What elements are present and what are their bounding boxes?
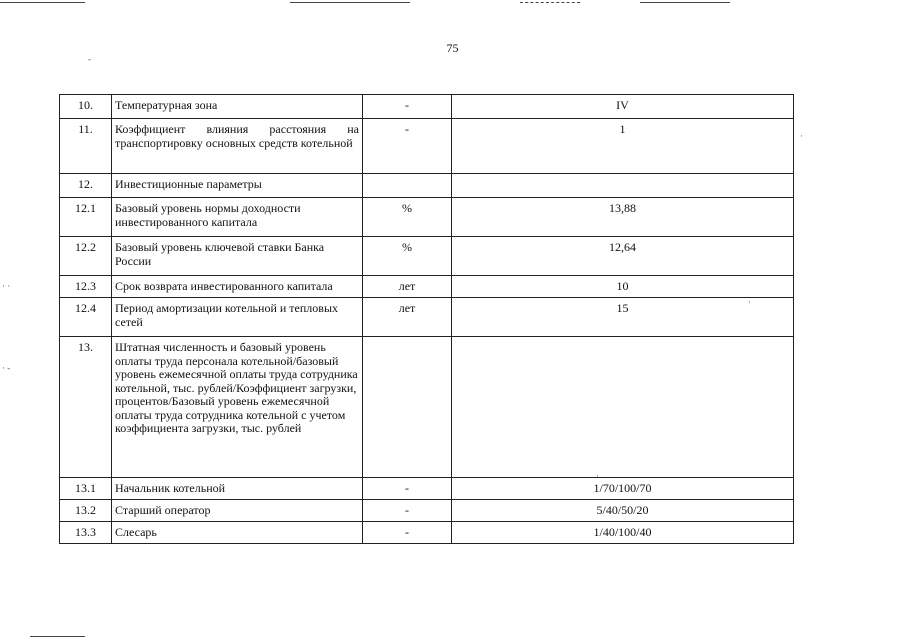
scan-edge-line xyxy=(0,2,85,3)
row-name: Период амортизации котельной и тепловых сетей xyxy=(112,298,363,337)
table-row xyxy=(60,500,794,522)
table-row xyxy=(60,298,794,337)
row-number: 13. xyxy=(60,337,112,478)
scan-speck: · xyxy=(800,131,803,141)
row-name: Срок возврата инвестированного капитала xyxy=(112,276,363,298)
row-number: 12.2 xyxy=(60,237,112,276)
scan-speck: - xyxy=(88,54,91,64)
row-unit: - xyxy=(363,119,452,174)
table-row xyxy=(60,95,794,119)
row-unit: - xyxy=(363,478,452,500)
row-number: 12.3 xyxy=(60,276,112,298)
table-row xyxy=(60,237,794,276)
row-number: 13.3 xyxy=(60,522,112,544)
scan-speck: · - xyxy=(2,363,11,373)
table-row xyxy=(60,522,794,544)
row-unit: - xyxy=(363,500,452,522)
scan-speck: · · xyxy=(2,281,11,291)
row-unit: - xyxy=(363,522,452,544)
row-value: 13,88 xyxy=(452,198,794,237)
row-unit: лет xyxy=(363,276,452,298)
table-row xyxy=(60,174,794,198)
scan-edge-line xyxy=(640,2,730,3)
table-row xyxy=(60,119,794,174)
row-name: Базовый уровень нормы доходности инвестированного капитала xyxy=(112,198,363,237)
row-value: 1/40/100/40 xyxy=(452,522,794,544)
page-number: 75 xyxy=(446,41,459,55)
table-row xyxy=(60,276,794,298)
row-name: Слесарь xyxy=(112,522,363,544)
scan-speck: · xyxy=(748,297,751,307)
row-name: Температурная зона xyxy=(112,95,363,119)
row-name: Старший оператор xyxy=(112,500,363,522)
row-value: IV xyxy=(452,95,794,119)
row-value: 15 xyxy=(452,298,794,337)
table-row xyxy=(60,478,794,500)
row-unit xyxy=(363,337,452,478)
row-number: 12.1 xyxy=(60,198,112,237)
scan-edge-line xyxy=(290,2,410,3)
row-name: Базовый уровень ключевой ставки Банка России xyxy=(112,237,363,276)
scan-speck: · xyxy=(596,471,599,481)
row-number: 10. xyxy=(60,95,112,119)
row-value xyxy=(452,174,794,198)
row-value: 1 xyxy=(452,119,794,174)
row-value: 1/70/100/70 xyxy=(452,478,794,500)
row-number: 13.2 xyxy=(60,500,112,522)
scan-edge-line xyxy=(30,636,85,637)
row-name: Инвестиционные параметры xyxy=(112,174,363,198)
row-number: 11. xyxy=(60,119,112,174)
row-number: 13.1 xyxy=(60,478,112,500)
row-value: 10 xyxy=(452,276,794,298)
row-value: 12,64 xyxy=(452,237,794,276)
row-number: 12.4 xyxy=(60,298,112,337)
row-name: Штатная численность и базовый уровень оплаты труда персонала котельной/базовый уровень ежемесячной оплаты труда сотрудника котельной, тыс. рублей/Коэффициент загрузки, процентов/Базовый уровень ежемесячной оплаты труда сотрудника котельной с учетом коэффициента загрузки, тыс. рублей xyxy=(112,337,363,478)
row-value: 5/40/50/20 xyxy=(452,500,794,522)
row-unit: лет xyxy=(363,298,452,337)
row-number: 12. xyxy=(60,174,112,198)
parameters-table xyxy=(59,94,794,544)
row-unit: - xyxy=(363,95,452,119)
row-unit: % xyxy=(363,237,452,276)
row-value xyxy=(452,337,794,478)
row-unit: % xyxy=(363,198,452,237)
table-row xyxy=(60,337,794,478)
row-name: Коэффициент влияния расстояния на транспортировку основных средств котельной xyxy=(112,119,363,174)
row-name: Начальник котельной xyxy=(112,478,363,500)
row-unit xyxy=(363,174,452,198)
scan-edge-line xyxy=(520,2,580,3)
table-row xyxy=(60,198,794,237)
